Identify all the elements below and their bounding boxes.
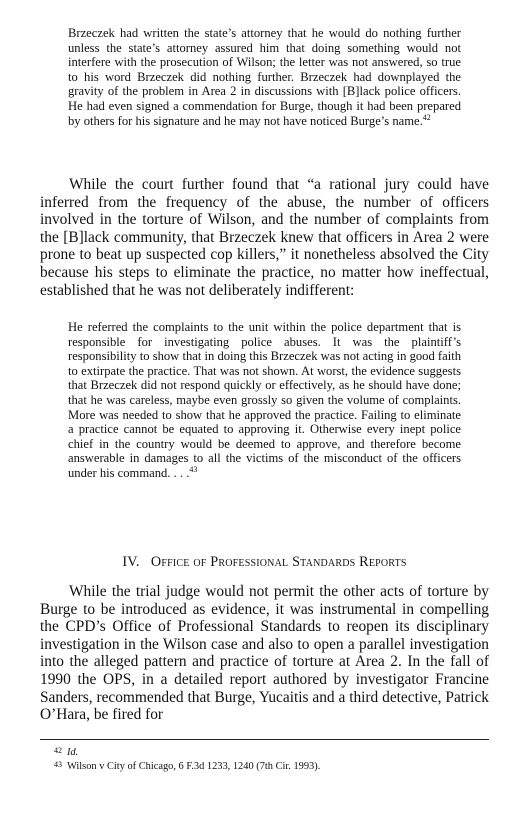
footnote-ref-42[interactable]: 42	[422, 112, 431, 122]
footnote-number: 42	[54, 746, 62, 755]
block-quote-text: He referred the complaints to the unit within the police department that is responsible for investigating police abuses. It was the plaintiff’s responsibility to show that in doing this Brzeczek was not acting in good faith to extirpate the practice. That was not shown. At worst, the evidence suggests that Brzeczek did not respond quickly or effectively, as he should have done; that he was careless, maybe even grossly so given the volume of complaints. More was needed to show that he approved the practice. Failing to eliminate a practice cannot be equated to approving it. Otherwise every inept police chief in the country would be deemed to approve, and therefore become answerable in damages to all the victims of the misconduct of the officers under his command. . . .	[68, 320, 461, 480]
block-quote-police-referral	[68, 320, 461, 481]
block-quote-brzeczek-letter	[68, 26, 461, 128]
footnote-divider	[40, 739, 489, 740]
footnote-number: 43	[54, 760, 62, 769]
footnote-42	[54, 744, 484, 759]
footnote-43	[54, 758, 484, 773]
footnote-text: Id.	[67, 747, 79, 758]
footnote-ref-43[interactable]: 43	[189, 464, 198, 474]
footnote-text: Wilson v City of Chicago, 6 F.3d 1233, 1240 (7th Cir. 1993).	[67, 761, 321, 772]
block-quote-text: Brzeczek had written the state’s attorney that he would do nothing further unless the state’s attorney assured him that doing something would not interfere with the prosecution of Wilson; the letter was not answered, so true to his word Brzeczek did nothing further. Brzeczek had downplayed the gravity of the problem in Area 2 in discussions with [B]lack police officers. He had even signed a commendation for Burge, though it had been prepared by others for his signature and he may not have noticed Burge’s name.	[68, 26, 461, 128]
body-paragraph-court-finding: While the court further found that “a rational jury could have inferred from the frequency of the abuse, the number of officers involved in the torture of Wilson, and the number of complaints from the [B]lack community, that Brzeczek knew that officers in Area 2 were prone to beat up suspected cop killers,” it nonetheless absolved the City because his steps to eliminate the practice, no matter how ineffectual, established that he was not deliberately indifferent:	[40, 176, 489, 299]
section-heading	[40, 554, 489, 571]
section-numeral: IV.	[122, 554, 140, 570]
section-title: Office of Professional Standards Reports	[150, 554, 407, 570]
body-paragraph-ops-reports: While the trial judge would not permit the other acts of torture by Burge to be introduced as evidence, it was instrumental in compelling the CPD’s Office of Professional Standards to reopen its disciplinary investigation in the Wilson case and also to open a parallel investigation into the alleged pattern and practice of torture at Area 2. In the fall of 1990 the OPS, in a detailed report authored by investigator Francine Sanders, recommended that Burge, Yucaitis and a third detective, Patrick O’Hara, be fired for	[40, 583, 489, 724]
